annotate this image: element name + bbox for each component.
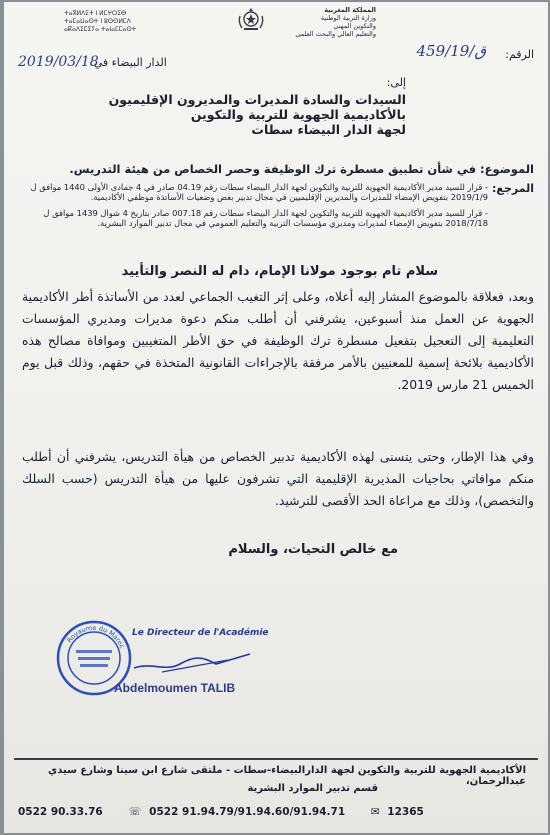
body-paragraph: وبعد، فعلاقة بالموضوع المشار إليه أعلاه، وعلى إثر التغيب الجماعي لعدد من الأساتذة أطر الأكاديمية الجهوية عن العمل منذ أسبوعين، يشرفني أن أطلب منكم دعوة مديرات ومديري المؤسسات التعليمية إلى التعجيل بتفعيل مسطرة ترك الوظيفة في حق الأطر المتغيبين وموافاة مصالح هذه الأكاديمية بلائحة إسمية للمعنيين بالأمر مرفقة بالإجراءات القانونية المتخذة في حقهم، وذلك قبل يوم الخميس 21 مارس 2019. <box>22 289 534 392</box>
director-name: Abdelmoumen TALIB <box>114 681 236 695</box>
stamp-text: Royaume du Maroc <box>65 623 127 650</box>
header-tifinagh-line: ⵜⴰⵎⴰⵡⴰⵙⵜ ⵏ ⵓⵙⵙⵍⵎⴷ <box>64 18 131 25</box>
royal-emblem-icon <box>236 6 266 32</box>
recipient-label: إلى: <box>386 76 406 89</box>
references-list <box>18 182 488 234</box>
date-label: الدار البيضاء في: <box>90 56 167 69</box>
references-label: المرجع: <box>492 182 534 195</box>
header-arabic-line: والتكوين المهني <box>333 22 376 30</box>
header-tifinagh-line: ⵜⴰⴳⵍⴷⵉⵜ ⵏ ⵍⵎⵖⵔⵉⴱ <box>64 10 127 17</box>
reference-label: الرقم: <box>505 48 534 61</box>
fax-icon: ☏ <box>128 806 142 818</box>
letter-page <box>4 2 548 833</box>
header-arabic-line: المملكة المغربية <box>324 6 376 14</box>
closing-line: مع خالص التحيات، والسلام <box>228 542 398 557</box>
body-paragraph: وفي هذا الإطار، وحتى يتسنى لهذه الأكاديمية تدبير الخصاص من هيأة التدريس، يشرفني أن أطلب منكم موافاتي بحاجيات المديرية الإقليمية التي تشرفون عليها من هيأة التدريس (حسب السلك والتخصص)، وذلك مع مراعاة الحد الأقصى للترشيد. <box>22 449 534 508</box>
mailbox-icon: ✉ <box>370 806 380 818</box>
reference-item: - قرار للسيد مدير الأكاديمية الجهوية للتربية والتكوين لجهة الدار البيضاء سطات رقم 007.18 صادر بتاريخ 4 شوال 1439 موافق ل 2018/7/18 بتفويض الإمضاء لمديرات ومديري مؤسسات التربية والتعليم العمومي في مجال تدبير الموارد البشرية. <box>43 208 488 228</box>
footer-divider <box>14 758 538 760</box>
reference-number: ق/459/19 <box>416 42 486 60</box>
subject-line: الموضوع: في شأن تطبيق مسطرة ترك الوظيفة وحصر الخصاص من هيئة التدريس. <box>69 162 534 176</box>
handwritten-signature-icon <box>132 642 252 682</box>
fax-number: 0522 90.33.76 <box>18 806 103 818</box>
reference-item: - قرار للسيد مدير الأكاديمية الجهوية للتربية والتكوين لجهة الدار البيضاء سطات رقم 04.19 صادر في 4 جمادى الأولى 1440 موافق ل 2019/1/9 بتفويض الإمضاء للمديرات والمديرين الإقليميين في مجال تدبير بعض وضعيات الأساتذة موظفي الأكاديمية. <box>30 182 488 202</box>
salutation: سلام تام بوجود مولانا الإمام، دام له النصر والتأييد <box>121 264 438 279</box>
header-tifinagh <box>64 10 214 34</box>
recipient-line: لجهة الدار البيضاء سطات <box>251 122 406 137</box>
header-arabic <box>266 6 376 38</box>
po-box: 12365 <box>387 806 424 818</box>
recipient-line: بالأكاديمية الجهوية للتربية والتكوين <box>190 107 406 122</box>
footer-department: قسم تدبير الموارد البشرية <box>247 783 378 794</box>
director-title: Le Directeur de l'Académie <box>132 628 269 638</box>
header-arabic-line: والتعليم العالي والبحث العلمي <box>295 30 376 38</box>
header-tifinagh-line: ⴰⴽⴰⴷⵉⵎⵉⵢⴰ ⵜⴰⵏⴰⵎⵎⴰⵙⵜ <box>64 26 137 33</box>
footer-address: الأكاديمية الجهوية للتربية والتكوين لجهة الدارالبيضاء-سطات - ملتقى شارع ابن سينا وشارع سيدي عبدالرحمان، <box>48 765 526 787</box>
recipient-line: السيدات والسادة المديرات والمديرون الإقليميون <box>108 92 406 107</box>
phone-numbers: 0522 91.94.79/91.94.60/91.94.71 <box>149 806 346 818</box>
date-value: 2019/03/18 <box>18 54 99 70</box>
header-arabic-line: وزارة التربية الوطنية <box>320 14 376 22</box>
recipient-block <box>106 92 406 137</box>
footer-contacts <box>18 806 538 818</box>
